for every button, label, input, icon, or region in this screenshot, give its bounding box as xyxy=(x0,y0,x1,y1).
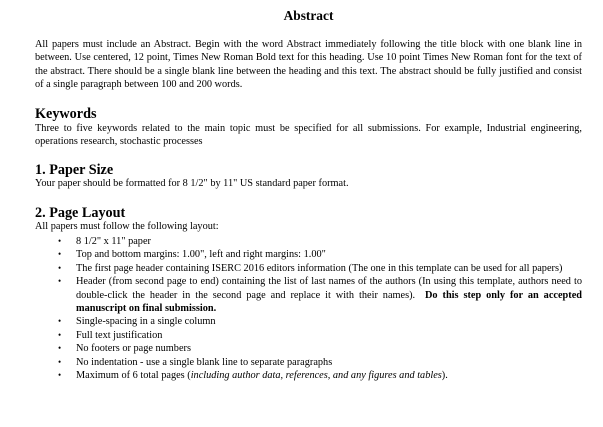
list-item-suffix: ). xyxy=(441,370,448,382)
list-item-text: 8 1/2" x 11" paper xyxy=(76,236,151,247)
abstract-heading: Abstract xyxy=(283,8,334,23)
list-item-text: Full text justification xyxy=(76,329,163,341)
list-item xyxy=(35,356,582,369)
list-item-bold-note: Do this step only for an accepted manuscript on final submission. xyxy=(76,289,582,315)
bullet-icon: • xyxy=(58,329,62,340)
list-item xyxy=(35,342,582,355)
list-item xyxy=(35,275,582,315)
list-item-text: Top and bottom margins: 1.00", left and right margins: 1.00" xyxy=(76,249,326,261)
bullet-icon: • xyxy=(58,356,62,367)
list-item-text: Single-spacing in a single column xyxy=(76,316,216,328)
keywords-paragraph: Three to five keywords related to the main topic must be specified for all submissions. For example, Industrial engineering, operations research, stochastic processes xyxy=(35,123,582,148)
list-item xyxy=(35,235,582,248)
bullet-icon: • xyxy=(58,343,62,354)
list-item xyxy=(35,262,582,275)
list-item-text: The first page header containing ISERC 2016 editors information (The one in this template can be used for all papers) xyxy=(76,262,563,274)
page-layout-intro: All papers must follow the following layout: xyxy=(35,221,219,232)
list-item-text: Maximum of 6 total pages ( xyxy=(76,370,191,382)
paper-size-paragraph: Your paper should be formatted for 8 1/2" by 11" US standard paper format. xyxy=(35,178,349,189)
list-item-italic-note: including author data, references, and any figures and tables xyxy=(190,370,442,382)
page-layout-list xyxy=(35,235,582,382)
abstract-paragraph: All papers must include an Abstract. Begin with the word Abstract immediately following the title block with one blank line in between. Use centered, 12 point, Times New Roman Bold text for this heading. Use 10 point Times New Roman font for the text of the abstract. There should be a single blank line between the heading and this text. The abstract should be fully justified and consist of a single paragraph between 100 and 200 words. xyxy=(35,39,582,91)
bullet-icon: • xyxy=(58,236,62,246)
page-layout-heading: 2. Page Layout xyxy=(35,205,126,221)
bullet-icon: • xyxy=(58,316,62,327)
bullet-icon: • xyxy=(58,370,62,381)
list-item xyxy=(35,369,582,382)
list-item xyxy=(35,315,582,328)
list-item-text: No indentation - use a single blank line to separate paragraphs xyxy=(76,356,333,368)
bullet-icon: • xyxy=(58,276,62,287)
paper-size-heading: 1. Paper Size xyxy=(35,162,114,178)
bullet-icon: • xyxy=(58,262,62,273)
keywords-heading: Keywords xyxy=(35,106,97,122)
list-item xyxy=(35,329,582,342)
list-item-text: No footers or page numbers xyxy=(76,343,191,355)
list-item-text: Header (from second page to end) containing the list of last names of the authors (In using this template, authors need to double-click the header in the second page and replace it with their names). xyxy=(76,276,582,301)
bullet-icon: • xyxy=(58,249,62,260)
list-item xyxy=(35,248,582,261)
